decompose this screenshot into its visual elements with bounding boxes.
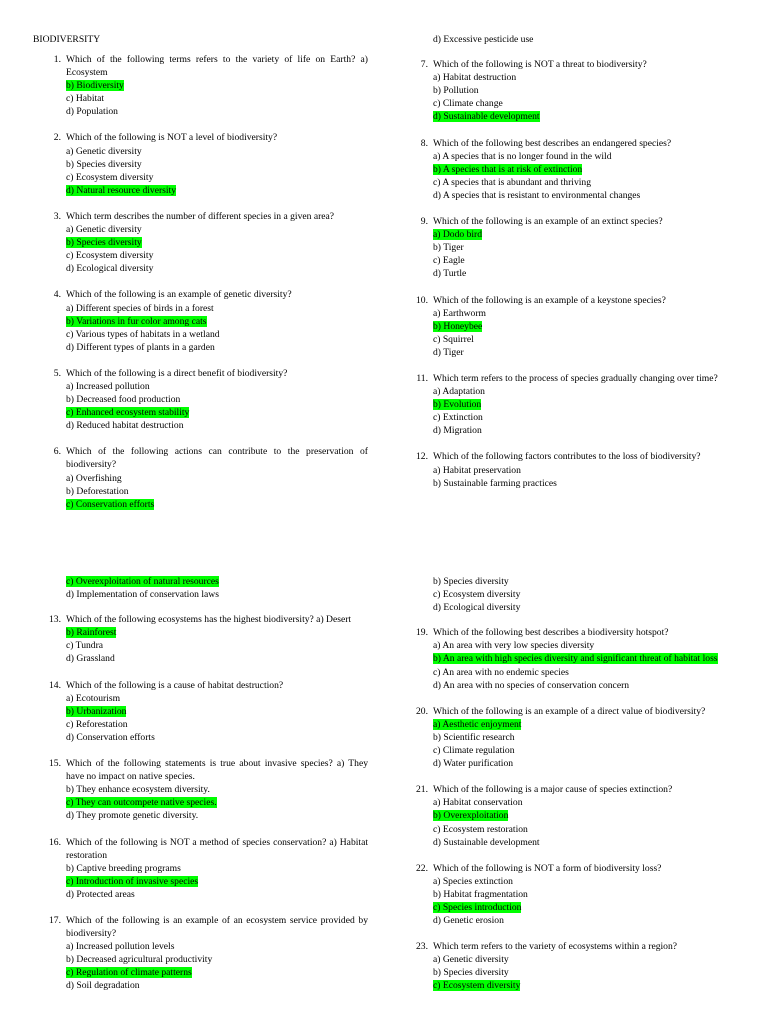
- answer-option: [66, 236, 368, 249]
- question-number: 17.: [49, 914, 61, 926]
- answer-option: [66, 862, 368, 875]
- answer-option: [433, 71, 736, 84]
- question-number: 9.: [420, 216, 428, 228]
- option-text: c) Ecosystem diversity: [66, 171, 154, 183]
- answer-option: [66, 393, 368, 406]
- option-text: d) Soil degradation: [66, 980, 140, 992]
- highlighted-answer: b) Biodiversity: [66, 80, 124, 92]
- option-text: b) Pollution: [433, 85, 479, 97]
- option-text: c) Various types of habitats in a wetland: [66, 328, 220, 340]
- option-text: b) Species diversity: [66, 158, 142, 170]
- answer-option: [433, 307, 736, 320]
- option-text: b) Captive breeding programs: [66, 862, 181, 874]
- highlighted-answer: b) Evolution: [433, 399, 482, 411]
- option-text: a) Increased pollution levels: [66, 941, 175, 953]
- answer-option: [433, 424, 736, 437]
- option-text: d) Ecological diversity: [66, 263, 154, 275]
- answer-option: [66, 979, 368, 992]
- answer-option: [433, 875, 736, 888]
- option-text: d) Genetic erosion: [433, 915, 504, 927]
- question-number: 22.: [416, 862, 428, 874]
- option-text: b) Deforestation: [66, 485, 129, 497]
- answer-option: [66, 875, 368, 888]
- question-stem: Which term refers to the process of species gradually changing over time?: [433, 372, 718, 384]
- question-item: [33, 914, 368, 993]
- option-text: d) Ecological diversity: [433, 602, 521, 614]
- answer-option: [66, 158, 368, 171]
- option-text: a) Earthworm: [433, 307, 487, 319]
- highlighted-answer: b) A species that is at risk of extinction: [433, 163, 583, 175]
- highlighted-answer: a) Dodo bird: [433, 229, 483, 241]
- question-stem: Which of the following is NOT a level of biodiversity?: [66, 132, 278, 144]
- highlighted-answer: b) Overexploitation: [433, 810, 509, 822]
- answer-option: [433, 796, 736, 809]
- highlighted-answer: c) Overexploitation of natural resources: [66, 576, 219, 587]
- option-text: c) Habitat: [66, 93, 105, 105]
- answer-option: [433, 639, 736, 652]
- answer-option: [66, 652, 368, 665]
- option-text: a) Increased pollution: [66, 380, 150, 392]
- answer-option: [66, 626, 368, 639]
- answer-option: [433, 652, 736, 665]
- answer-option: [433, 320, 736, 333]
- highlighted-answer: c) Introduction of invasive species: [66, 875, 199, 887]
- answer-option: [66, 796, 368, 809]
- option-text: b) They enhance ecosystem diversity.: [66, 784, 210, 796]
- answer-option: [66, 105, 368, 118]
- answer-option: [66, 472, 368, 485]
- answer-option: [433, 464, 736, 477]
- option-text: b) Sustainable farming practices: [433, 477, 557, 489]
- page2-left-column: [33, 575, 368, 1006]
- option-text: b) Decreased food production: [66, 394, 181, 406]
- question-stem: Which of the following is NOT a form of biodiversity loss?: [433, 862, 662, 874]
- question-item: [33, 53, 368, 118]
- option-text: b) Habitat fragmentation: [433, 888, 528, 900]
- answer-option: [66, 705, 368, 718]
- answer-option: [433, 914, 736, 927]
- option-text: a) Habitat conservation: [433, 797, 523, 809]
- question-stem: Which of the following is a direct benefit of biodiversity?: [66, 367, 288, 379]
- answer-option: [66, 639, 368, 652]
- question-item: [400, 626, 736, 691]
- question-item: [33, 367, 368, 432]
- answer-option: [66, 419, 368, 432]
- highlighted-answer: c) Ecosystem diversity: [433, 980, 521, 992]
- answer-option: [433, 901, 736, 914]
- option-text: c) Climate regulation: [433, 745, 515, 757]
- question-stem: Which of the following is a cause of habitat destruction?: [66, 679, 284, 691]
- answer-option: [433, 176, 736, 189]
- highlighted-answer: b) Rainforest: [66, 627, 117, 639]
- page2-right-column: [400, 575, 736, 1006]
- option-text: d) Different types of plants in a garden: [66, 341, 215, 353]
- answer-option: [433, 966, 736, 979]
- option-text: b) Scientific research: [433, 731, 515, 743]
- answer-option: [66, 809, 368, 822]
- answer-option: [66, 302, 368, 315]
- option-text: c) Tundra: [66, 640, 104, 652]
- option-text: a) An area with very low species diversity: [433, 640, 595, 652]
- option-text: b) Species diversity: [433, 967, 509, 979]
- question-number: 19.: [416, 627, 428, 639]
- question-stem: Which of the following is an example of a keystone species?: [433, 294, 666, 306]
- option-text: c) Reforestation: [66, 718, 128, 730]
- question-stem: Which of the following is a major cause of species extinction?: [433, 784, 673, 796]
- option-text: d) Reduced habitat destruction: [66, 420, 184, 432]
- answer-option: [433, 189, 736, 202]
- question-number: 10.: [416, 294, 428, 306]
- question-stem: Which of the following actions can contribute to the preservation of biodiversity?: [66, 446, 368, 471]
- option-text: d) Migration: [433, 425, 482, 437]
- answer-option: [433, 228, 736, 241]
- answer-option: [433, 836, 736, 849]
- option-text: a) Species extinction: [433, 875, 513, 887]
- option-text: c) Ecosystem restoration: [433, 823, 528, 835]
- answer-option: [66, 888, 368, 901]
- answer-option: [433, 809, 736, 822]
- option-text: d) Conservation efforts: [66, 731, 155, 743]
- option-text: b) Species diversity: [433, 576, 509, 587]
- answer-option: [433, 150, 736, 163]
- question-number: 3.: [53, 210, 61, 222]
- question-stem: Which of the following is an example of genetic diversity?: [66, 289, 292, 301]
- question-item: [400, 58, 736, 123]
- answer-option: [433, 718, 736, 731]
- question-stem: Which of the following best describes a biodiversity hotspot?: [433, 627, 669, 639]
- answer-option: [433, 575, 736, 588]
- option-text: a) A species that is no longer found in the wild: [433, 150, 612, 162]
- option-text: c) An area with no endemic species: [433, 666, 569, 678]
- option-text: d) Tiger: [433, 346, 464, 358]
- question-item: [33, 445, 368, 510]
- question-stem: Which of the following best describes an endangered species?: [433, 137, 672, 149]
- question-stem: Which of the following is NOT a threat to biodiversity?: [433, 59, 647, 71]
- highlighted-answer: b) Urbanization: [66, 705, 127, 717]
- answer-option: [433, 979, 736, 992]
- option-text: a) Genetic diversity: [433, 954, 509, 966]
- answer-option: [433, 601, 736, 614]
- option-text: a) Ecotourism: [66, 692, 121, 704]
- question-number: 20.: [416, 705, 428, 717]
- question-number: 13.: [49, 614, 61, 626]
- continued-options: [33, 575, 368, 601]
- answer-option: [66, 940, 368, 953]
- question-item: [400, 137, 736, 202]
- option-text: c) Ecosystem diversity: [433, 589, 521, 601]
- option-text: d) Protected areas: [66, 888, 135, 900]
- answer-option: [66, 341, 368, 354]
- question-stem: Which of the following is an example of a direct value of biodiversity?: [433, 705, 706, 717]
- answer-option: [433, 346, 736, 359]
- option-text: a) Habitat destruction: [433, 72, 517, 84]
- answer-option: [433, 731, 736, 744]
- option-text: c) Squirrel: [433, 333, 474, 345]
- answer-option: [66, 262, 368, 275]
- answer-option: [66, 692, 368, 705]
- question-number: 21.: [416, 784, 428, 796]
- answer-option: [433, 398, 736, 411]
- question-item: [33, 131, 368, 196]
- option-text: a) Different species of birds in a forest: [66, 302, 214, 314]
- question-item: [33, 210, 368, 275]
- question-stem: Which of the following statements is true about invasive species? a) They have no impact on native species.: [66, 758, 368, 783]
- option-text: a) Genetic diversity: [66, 224, 142, 236]
- question-number: 7.: [420, 59, 428, 71]
- question-stem: Which of the following terms refers to the variety of life on Earth? a) Ecosystem: [66, 54, 368, 79]
- document-page-2: [0, 558, 768, 1024]
- highlighted-answer: a) Aesthetic enjoyment: [433, 718, 522, 730]
- answer-option: [433, 110, 736, 123]
- question-number: 12.: [416, 451, 428, 463]
- question-item: [33, 757, 368, 822]
- answer-option: [433, 679, 736, 692]
- highlighted-answer: b) An area with high species diversity and significant threat of habitat loss: [433, 653, 718, 665]
- page1-left-column: [33, 53, 368, 524]
- question-stem: Which of the following is an example of an ecosystem service provided by biodiversity?: [66, 914, 368, 940]
- answer-option: [66, 223, 368, 236]
- answer-option: [66, 315, 368, 328]
- option-text: b) Decreased agricultural productivity: [66, 954, 213, 966]
- question-stem: Which of the following ecosystems has the highest biodiversity? a) Desert: [66, 614, 352, 626]
- answer-option: [66, 79, 368, 92]
- option-text: d) Population: [66, 106, 118, 118]
- answer-option: [66, 92, 368, 105]
- option-text: d) A species that is resistant to environmental changes: [433, 189, 641, 201]
- answer-option: [433, 97, 736, 110]
- document-title: BIODIVERSITY: [33, 34, 101, 45]
- question-stem: Which term refers to the variety of ecosystems within a region?: [433, 941, 678, 953]
- option-text: d) Sustainable development: [433, 836, 540, 848]
- option-text: d) Grassland: [66, 653, 115, 665]
- option-text: a) Genetic diversity: [66, 145, 142, 157]
- question-number: 6.: [53, 446, 61, 458]
- question-item: [400, 294, 736, 359]
- option-text: c) Ecosystem diversity: [66, 250, 154, 262]
- option-text: d) Water purification: [433, 758, 514, 770]
- question-item: [33, 679, 368, 744]
- answer-option: [66, 966, 368, 979]
- answer-option: [433, 163, 736, 176]
- question-stem: Which of the following is an example of an extinct species?: [433, 216, 663, 228]
- question-item: [400, 372, 736, 437]
- option-text: c) Climate change: [433, 98, 503, 110]
- highlighted-answer: c) Conservation efforts: [66, 498, 155, 510]
- answer-option: [433, 84, 736, 97]
- question-stem: Which term describes the number of different species in a given area?: [66, 210, 335, 222]
- answer-option: [433, 333, 736, 346]
- answer-option: [433, 823, 736, 836]
- question-item: [400, 940, 736, 992]
- question-item: [400, 783, 736, 848]
- highlighted-answer: b) Species diversity: [66, 237, 142, 249]
- answer-option: [66, 953, 368, 966]
- answer-option: [66, 485, 368, 498]
- question-item: [400, 215, 736, 280]
- option-text: a) Habitat preservation: [433, 464, 521, 476]
- highlighted-answer: d) Sustainable development: [433, 111, 540, 123]
- answer-option: [66, 783, 368, 796]
- answer-option: [66, 575, 368, 588]
- question-stem: Which of the following factors contributes to the loss of biodiversity?: [433, 451, 701, 463]
- option-text: c) A species that is abundant and thriving: [433, 176, 591, 188]
- highlighted-answer: d) Natural resource diversity: [66, 184, 177, 196]
- answer-option: [433, 254, 736, 267]
- answer-option: [66, 498, 368, 511]
- answer-option: [433, 477, 736, 490]
- answer-option: [433, 267, 736, 280]
- answer-option: [66, 328, 368, 341]
- question-number: 8.: [420, 137, 428, 149]
- question-number: 16.: [49, 836, 61, 848]
- option-text: b) Tiger: [433, 242, 464, 254]
- answer-option: [66, 380, 368, 393]
- answer-option: [433, 385, 736, 398]
- answer-option: [433, 744, 736, 757]
- question-number: 14.: [49, 679, 61, 691]
- option-text: d) Excessive pesticide use: [433, 34, 534, 45]
- answer-option: [66, 731, 368, 744]
- continued-options: [400, 575, 736, 614]
- option-text: a) Adaptation: [433, 386, 485, 398]
- question-item: [33, 288, 368, 353]
- question-number: 4.: [53, 289, 61, 301]
- question-stem: Which of the following is NOT a method of species conservation? a) Habitat restoration: [66, 836, 368, 861]
- option-text: c) Eagle: [433, 255, 465, 267]
- highlighted-answer: b) Honeybee: [433, 320, 483, 332]
- option-text: d) Turtle: [433, 268, 467, 280]
- answer-option: [433, 953, 736, 966]
- answer-option: [66, 249, 368, 262]
- option-text: d) They promote genetic diversity.: [66, 810, 199, 822]
- question-item: [400, 705, 736, 770]
- question-item: [400, 450, 736, 489]
- highlighted-answer: c) Enhanced ecosystem stability: [66, 407, 190, 419]
- answer-option: [433, 411, 736, 424]
- question-number: 23.: [416, 941, 428, 953]
- answer-option: [433, 33, 736, 46]
- answer-option: [66, 406, 368, 419]
- question-item: [400, 862, 736, 927]
- answer-option: [66, 145, 368, 158]
- question-number: 5.: [53, 367, 61, 379]
- answer-option: [433, 888, 736, 901]
- option-text: a) Overfishing: [66, 472, 122, 484]
- highlighted-answer: c) They can outcompete native species.: [66, 797, 217, 809]
- answer-option: [433, 666, 736, 679]
- question-number: 2.: [53, 132, 61, 144]
- answer-option: [66, 184, 368, 197]
- answer-option: [66, 718, 368, 731]
- highlighted-answer: c) Regulation of climate patterns: [66, 967, 192, 979]
- option-text: d) An area with no species of conservation concern: [433, 679, 630, 691]
- question-item: [33, 836, 368, 901]
- question-number: 15.: [49, 758, 61, 770]
- answer-option: [433, 241, 736, 254]
- answer-option: [433, 588, 736, 601]
- question-number: 11.: [416, 372, 428, 384]
- option-text: d) Implementation of conservation laws: [66, 589, 219, 601]
- question-number: 1.: [53, 54, 61, 65]
- question-item: [33, 613, 368, 665]
- highlighted-answer: b) Variations in fur color among cats: [66, 315, 207, 327]
- option-text: c) Extinction: [433, 412, 483, 424]
- answer-option: [66, 588, 368, 601]
- continued-options: [400, 33, 736, 46]
- answer-option: [433, 757, 736, 770]
- highlighted-answer: c) Species introduction: [433, 901, 522, 913]
- page1-right-column: [400, 33, 736, 503]
- answer-option: [66, 171, 368, 184]
